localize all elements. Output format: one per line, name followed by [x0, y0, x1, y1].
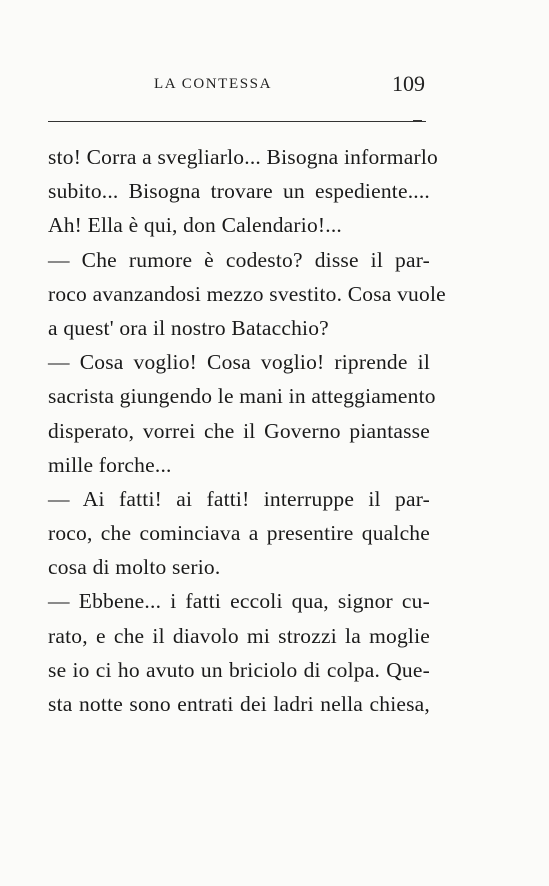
text-line: — Ebbene... i fatti eccoli qua, signor cu-: [48, 589, 430, 614]
text-line: roco, che cominciava a presentire qualche: [48, 521, 430, 546]
running-title: LA CONTESSA: [154, 76, 273, 92]
text-line: mille forche...: [48, 452, 172, 477]
text-line: subito... Bisogna trovare un espediente....: [48, 179, 430, 204]
text-line: cosa di molto serio.: [48, 555, 221, 580]
text-line: — Ai fatti! ai fatti! interruppe il par-: [48, 486, 430, 511]
text-line: disperato, vorrei che il Governo piantasse: [48, 418, 430, 443]
text-line: — Che rumore è codesto? disse il par-: [48, 247, 430, 272]
text-line: roco avanzandosi mezzo svestito. Cosa vuole: [48, 281, 446, 306]
page-number: 109: [392, 71, 425, 96]
text-line: sto! Corra a svegliarlo... Bisogna informarlo: [48, 145, 438, 169]
header-rule-tick: [413, 120, 422, 122]
text-line: Ah! Ella è qui, don Calendario!...: [48, 213, 342, 238]
text-line: rato, e che il diavolo mi strozzi la moglie: [48, 623, 430, 648]
header-rule: [48, 121, 426, 122]
text-line: — Cosa voglio! Cosa voglio! riprende il: [48, 350, 430, 375]
text-line: sta notte sono entrati dei ladri nella chiesa,: [48, 692, 430, 716]
body-text: [48, 140, 446, 721]
text-line: sacrista giungendo le mani in atteggiamento: [48, 384, 436, 409]
text-line: se io ci ho avuto un briciolo di colpa. Que-: [48, 657, 430, 682]
text-line: a quest' ora il nostro Batacchio?: [48, 315, 329, 340]
